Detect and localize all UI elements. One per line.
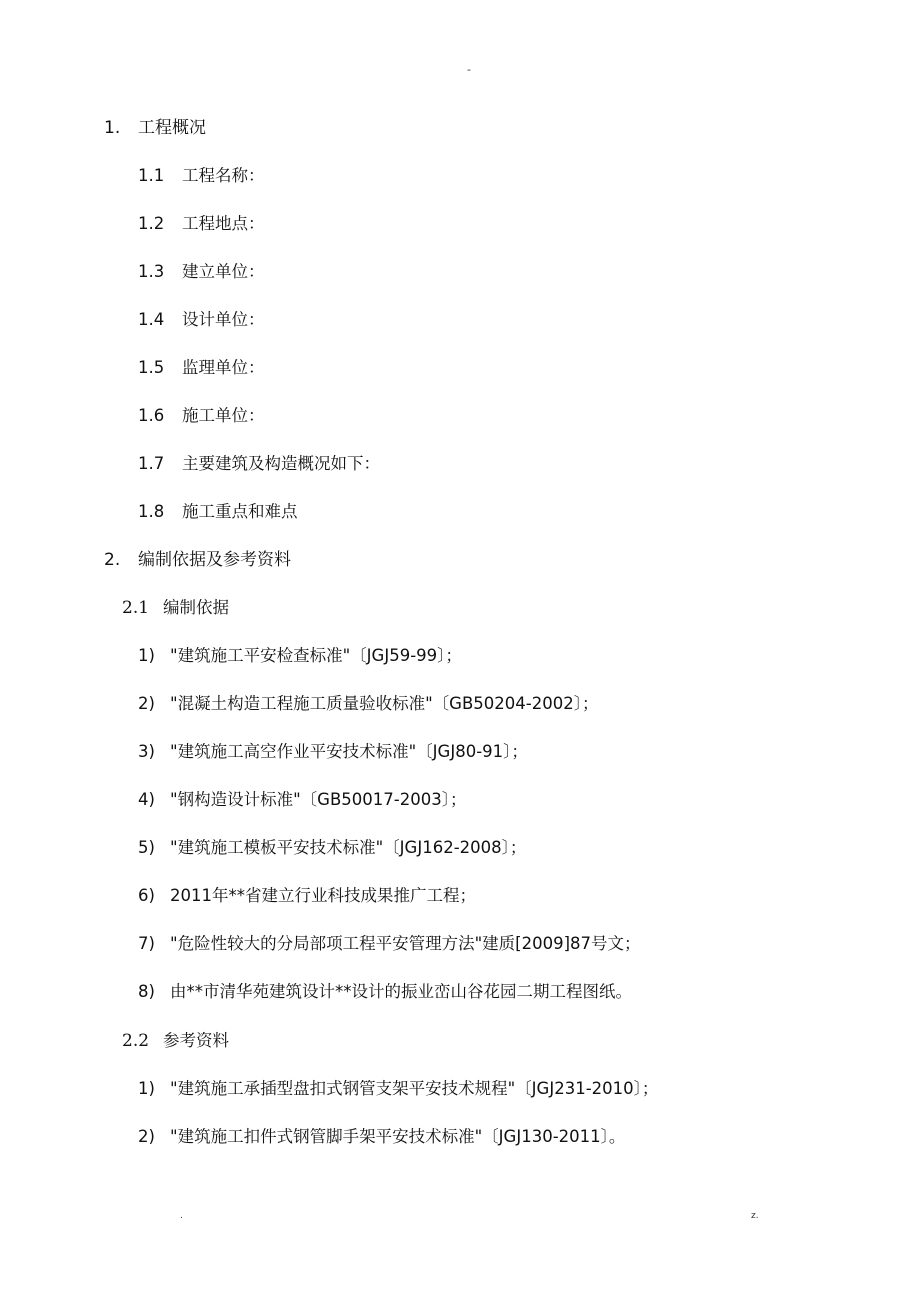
section-number: 2. [104, 550, 121, 570]
item-text: 施工重点和难点 [182, 502, 298, 521]
item-number: 1.3 [138, 262, 165, 281]
subsection-number: 2.2 [122, 1031, 150, 1051]
list-number: 1) [138, 1079, 155, 1098]
list-number: 3) [138, 742, 155, 761]
item-text: 施工单位： [182, 406, 265, 425]
list-number: 8) [138, 982, 155, 1001]
list-item: "建筑施工模板平安技术标准"〔JGJ162-2008〕； [170, 838, 527, 857]
list-item: "建筑施工扣件式钢管脚手架平安技术标准"〔JGJ130-2011〕。 [170, 1127, 626, 1146]
list-number: 6) [138, 886, 155, 905]
list-item: "钢构造设计标准"〔GB50017-2003〕； [170, 790, 467, 809]
item-text: 主要建筑及构造概况如下： [182, 454, 380, 473]
list-number: 2) [138, 694, 155, 713]
item-number: 1.7 [138, 454, 165, 473]
item-number: 1.6 [138, 406, 165, 425]
list-number: 4) [138, 790, 155, 809]
item-text: 监理单位： [182, 358, 265, 377]
list-item: "危险性较大的分局部项工程平安管理方法"建质[2009]87号文； [170, 934, 641, 953]
item-number: 1.5 [138, 358, 165, 377]
subsection-number: 2.1 [122, 598, 150, 618]
list-number: 5) [138, 838, 155, 857]
list-item: "建筑施工高空作业平安技术标准"〔JGJ80-91〕； [170, 742, 528, 761]
section-title: 编制依据及参考资料 [138, 550, 291, 570]
subsection-title: 参考资料 [163, 1031, 229, 1050]
item-number: 1.2 [138, 214, 165, 233]
item-text: 工程名称： [182, 166, 265, 185]
list-number: 7) [138, 934, 155, 953]
list-item: 由**市清华苑建筑设计**设计的振业峦山谷花园二期工程图纸。 [170, 982, 632, 1001]
section-number: 1. [104, 118, 121, 138]
header-mark: - [467, 63, 471, 76]
item-text: 建立单位： [182, 262, 265, 281]
list-number: 1) [138, 646, 155, 665]
item-number: 1.1 [138, 166, 165, 185]
section-title: 工程概况 [138, 118, 206, 138]
subsection-title: 编制依据 [163, 598, 229, 617]
list-item: "混凝土构造工程施工质量验收标准"〔GB50204-2002〕； [170, 694, 599, 713]
item-text: 设计单位： [182, 310, 265, 329]
footer-right-mark: z. [751, 1211, 759, 1221]
item-text: 工程地点： [182, 214, 265, 233]
list-item: "建筑施工承插型盘扣式钢管支架平安技术规程"〔JGJ231-2010〕； [170, 1079, 659, 1098]
item-number: 1.8 [138, 502, 165, 521]
footer-left-mark: . [180, 1211, 183, 1221]
list-item: "建筑施工平安检查标准"〔JGJ59-99〕； [170, 646, 462, 665]
list-number: 2) [138, 1127, 155, 1146]
list-item: 2011年**省建立行业科技成果推广工程； [170, 886, 476, 905]
item-number: 1.4 [138, 310, 165, 329]
